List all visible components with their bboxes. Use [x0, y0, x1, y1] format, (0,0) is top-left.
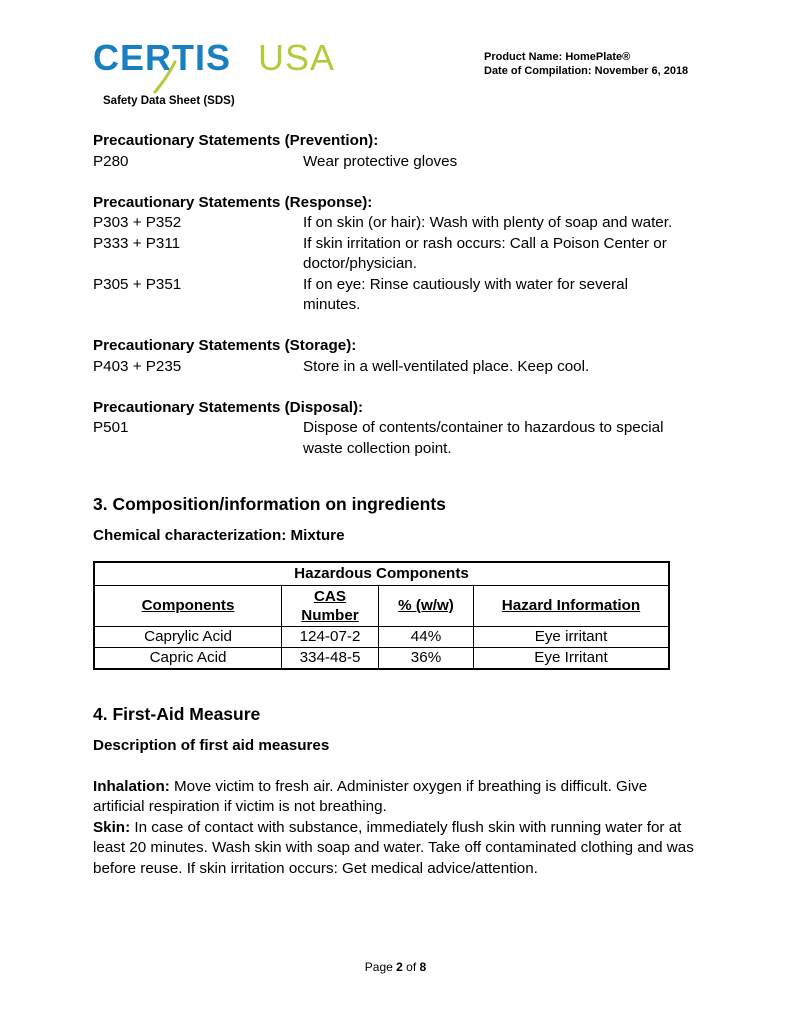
- statement-row: [93, 213, 713, 234]
- section4-title: 4. First-Aid Measure: [93, 703, 261, 724]
- sds-label: Safety Data Sheet (SDS): [103, 95, 235, 107]
- inhalation-paragraph: [93, 777, 673, 818]
- skin-label: Skin:: [93, 818, 131, 836]
- statement-text: If on skin (or hair): Wash with plenty of soap and water.: [303, 214, 673, 231]
- statement-code: P333 + P311: [93, 234, 181, 252]
- product-name-value: HomePlate®: [565, 51, 631, 63]
- statement-text: Wear protective gloves: [303, 152, 458, 170]
- statement-code: P501: [93, 419, 129, 436]
- product-info: [484, 50, 688, 78]
- statement-code: P303 + P352: [93, 214, 182, 231]
- table-row: [94, 647, 669, 669]
- statement-text: If skin irritation or rash occurs: Call a Poison Center or doctor/physician.: [303, 234, 667, 272]
- table-cell: Capric Acid: [94, 647, 282, 669]
- chemical-characterization: Chemical characterization: Mixture: [93, 527, 345, 544]
- page-number: 2: [396, 960, 403, 974]
- date-value: November 6, 2018: [594, 65, 689, 77]
- storage-section: [93, 336, 713, 377]
- of-word: of: [406, 960, 417, 974]
- logo-swoosh-icon: [153, 60, 193, 94]
- storage-heading: Precautionary Statements (Storage):: [93, 337, 357, 354]
- table-cell: 44%: [379, 626, 474, 647]
- table-caption: Hazardous Components: [94, 562, 669, 586]
- response-heading: Precautionary Statements (Response):: [93, 193, 373, 211]
- statement-row: [93, 234, 713, 275]
- table-cell: 334-48-5: [282, 647, 379, 669]
- table-cell: Caprylic Acid: [94, 626, 282, 647]
- disposal-heading: Precautionary Statements (Disposal):: [93, 398, 364, 416]
- hazardous-components-table: [93, 561, 670, 670]
- page-total: 8: [419, 960, 427, 974]
- logo-certis-text: CERTIS: [93, 37, 232, 78]
- date-label: Date of Compilation:: [484, 65, 592, 77]
- certis-logo: [93, 38, 363, 92]
- product-name-line: [484, 50, 688, 64]
- date-line: [484, 64, 688, 78]
- table-cell: Eye Irritant: [474, 647, 670, 669]
- page-footer: [0, 960, 791, 974]
- inhalation-text: Move victim to fresh air. Administer oxygen if breathing is difficult. Give artificial respiration if victim is not breathing.: [93, 777, 648, 815]
- skin-paragraph: [93, 818, 698, 880]
- skin-text: In case of contact with substance, immediately flush skin with running water for at least 20 minutes. Wash skin with soap and water. Take off contaminated clothing and was before reuse. If skin irritation occurs: Get medical advice/attention.: [93, 818, 694, 877]
- prevention-section: [93, 131, 713, 172]
- document-body: [93, 131, 713, 879]
- product-name-label: Product Name:: [484, 51, 563, 63]
- column-header: % (w/w): [379, 585, 474, 626]
- section3-title: 3. Composition/information on ingredients: [93, 494, 446, 514]
- column-header: Components: [94, 585, 282, 626]
- first-aid-subtitle: Description of first aid measures: [93, 736, 330, 754]
- statement-text: If on eye: Rinse cautiously with water for several minutes.: [303, 275, 628, 313]
- statement-text: Dispose of contents/container to hazardous to special waste collection point.: [303, 419, 664, 457]
- statement-row: [93, 152, 713, 173]
- logo-usa-text: USA: [258, 37, 336, 78]
- table-row: [94, 626, 669, 647]
- statement-row: [93, 275, 713, 316]
- inhalation-label: Inhalation:: [93, 777, 170, 795]
- response-section: [93, 193, 713, 316]
- statement-code: P305 + P351: [93, 275, 182, 293]
- statement-row: [93, 357, 713, 378]
- column-header: Hazard Information: [474, 585, 670, 626]
- table-cell: Eye irritant: [474, 626, 670, 647]
- statement-code: P403 + P235: [93, 357, 182, 375]
- statement-code: P280: [93, 152, 129, 170]
- page-word: Page: [364, 960, 393, 974]
- disposal-section: [93, 398, 713, 460]
- statement-row: [93, 418, 713, 459]
- table-cell: 36%: [379, 647, 474, 669]
- prevention-heading: Precautionary Statements (Prevention):: [93, 132, 379, 149]
- table-cell: 124-07-2: [282, 626, 379, 647]
- column-header: CAS Number: [282, 585, 379, 626]
- statement-text: Store in a well-ventilated place. Keep cool.: [303, 357, 590, 375]
